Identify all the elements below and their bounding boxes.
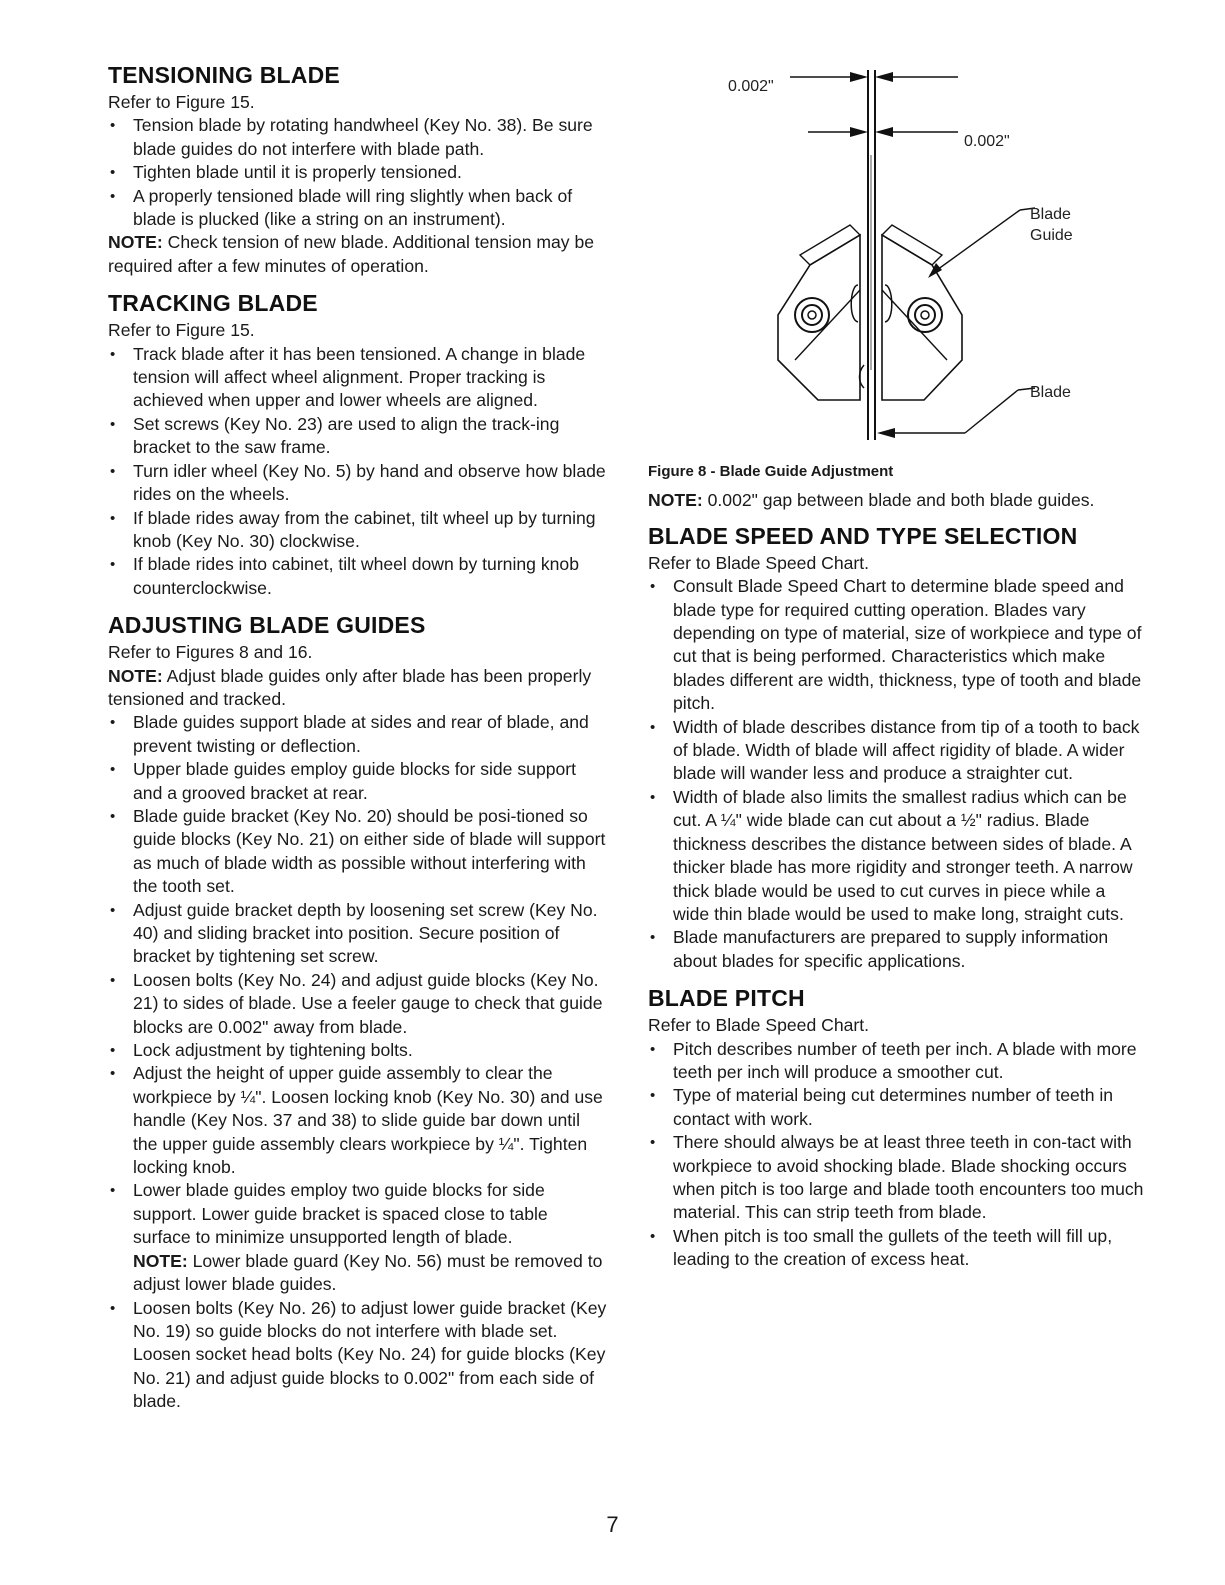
note-text: 0.002" gap between blade and both blade guides. (702, 490, 1095, 511)
section-heading: TRACKING BLADE (108, 290, 318, 317)
figure-reference: Refer to Figure 15. (108, 92, 255, 112)
gap-label-top: 0.002" (728, 78, 774, 95)
left-column (108, 62, 608, 1426)
figure-caption: Figure 8 - Blade Guide Adjustment (648, 463, 894, 480)
section-blade-speed-type (648, 523, 1146, 973)
chart-reference: Refer to Blade Speed Chart. (648, 552, 870, 573)
list-item-text: Lower blade guides employ two guide blocks for side support. Lower guide bracket is spaced close to table surface to minimize unsupported length of blade. (133, 1180, 548, 1248)
bullet-list (648, 1038, 1146, 1272)
list-item: • Type of material being cut determines number of teeth in contact with work. (648, 1084, 1146, 1131)
list-item: • When pitch is too small the gullets of the teeth will fill up, leading to the creation of excess heat. (648, 1225, 1146, 1272)
list-item: • If blade rides into cabinet, tilt wheel down by turning knob counterclockwise. (108, 553, 608, 600)
note-text: Adjust blade guides only after blade has been properly tensioned and tracked. (108, 665, 592, 709)
list-item: • Blade guide bracket (Key No. 20) should be posi-tioned so guide blocks (Key No. 21) on either side of blade will support as much of blade width as possible without interfering with the tooth set. (108, 805, 608, 899)
figure-reference: Refer to Figures 8 and 16. (108, 642, 313, 663)
bullet-list (108, 114, 608, 231)
figure-reference: Refer to Figure 15. (108, 320, 255, 341)
section-tracking-blade (108, 290, 608, 600)
section-heading: ADJUSTING BLADE GUIDES (108, 612, 426, 639)
blade-guide-label-line2: Guide (1030, 227, 1073, 244)
gap-label-right: 0.002" (964, 133, 1010, 150)
chart-reference: Refer to Blade Speed Chart. (648, 1015, 870, 1036)
note-label: NOTE: (648, 490, 703, 511)
list-item: • Tighten blade until it is properly tensioned. (108, 161, 608, 184)
note-label: NOTE: (133, 1250, 188, 1271)
section-heading: BLADE SPEED AND TYPE SELECTION (648, 522, 1078, 549)
list-item: • Loosen bolts (Key No. 24) and adjust guide blocks (Key No. 21) to sides of blade. Use a feeler gauge to check that guide blocks are 0.002" away from blade. (108, 969, 608, 1039)
list-item: • Pitch describes number of teeth per inch. A blade with more teeth per inch will produce a smoother cut. (648, 1038, 1146, 1085)
list-item: • Width of blade also limits the smallest radius which can be cut. A ¼" wide blade can cut about a ½" radius. Blade thickness describes the distance between sides of blade. A thicker blade has more rigidity and stronger teeth. A narrow thick blade would be used to cut curves in piece while a wide thin blade would be used to make long, straight cuts. (648, 786, 1146, 926)
list-item: • Blade guides support blade at sides and rear of blade, and prevent twisting or deflection. (108, 711, 608, 758)
list-item: • Tension blade by rotating handwheel (Key No. 38). Be sure blade guides do not interfere with blade path. (108, 114, 608, 161)
list-item: • Adjust the height of upper guide assembly to clear the workpiece by ¼". Loosen locking knob (Key No. 30) and use handle (Key Nos. 37 and 38) to slide guide bar down until the upper guide assembly clears workpiece by ¼". Tighten locking knob. (108, 1062, 608, 1179)
note (648, 489, 1146, 512)
bullet-list (108, 711, 608, 1413)
list-item: • Width of blade describes distance from tip of a tooth to back of blade. Width of blade will affect rigidity of blade. A wider blade will wander less and produce a straighter cut. (648, 716, 1146, 786)
list-item: • Blade manufacturers are prepared to supply information about blades for specific applications. (648, 926, 1146, 973)
note (108, 231, 608, 278)
list-item (108, 1179, 608, 1296)
section-heading: TENSIONING BLADE (108, 62, 340, 88)
blade-guide-diagram (700, 60, 1120, 455)
section-blade-pitch (648, 985, 1146, 1271)
page-number: 7 (606, 1512, 619, 1537)
list-item: • Consult Blade Speed Chart to determine blade speed and blade type for required cutting operation. Blades vary depending on type of material, size of workpiece and type of cut that is being performed. Characteristics which make blades different are width, thickness, type of tooth and blade pitch. (648, 575, 1146, 715)
list-item: • Loosen bolts (Key No. 26) to adjust lower guide bracket (Key No. 19) so guide blocks do not interfere with blade set. Loosen socket head bolts (Key No. 24) for guide blocks (Key No. 21) and adjust guide blocks to 0.002" from each side of blade. (108, 1297, 608, 1414)
list-item: • Lock adjustment by tightening bolts. (108, 1039, 608, 1062)
list-item: • There should always be at least three teeth in con-tact with workpiece to avoid shocking blade. Blade shocking occurs when pitch is too large and blade tooth encounters too much material. This can strip teeth from blade. (648, 1131, 1146, 1225)
bullet-list (648, 575, 1146, 973)
list-item: • Track blade after it has been tensioned. A change in blade tension will affect wheel alignment. Proper tracking is achieved when upper and lower wheels are aligned. (108, 343, 608, 413)
blade-guide-label-line1: Blade (1030, 206, 1071, 223)
section-heading: BLADE PITCH (648, 985, 805, 1012)
note (133, 1250, 608, 1297)
bullet-list (108, 343, 608, 600)
section-adjusting-blade-guides (108, 612, 608, 1413)
list-item: • Adjust guide bracket depth by loosening set screw (Key No. 40) and sliding bracket into position. Secure position of bracket by tightening set screw. (108, 899, 608, 969)
section-tensioning-blade (108, 62, 608, 278)
note-label: NOTE: (108, 232, 163, 253)
note-text: Check tension of new blade. Additional tension may be required after a few minutes of operation. (108, 232, 595, 276)
list-item: • If blade rides away from the cabinet, tilt wheel up by turning knob (Key No. 30) clockwise. (108, 507, 608, 554)
list-item: • A properly tensioned blade will ring slightly when back of blade is plucked (like a string on an instrument). (108, 185, 608, 232)
right-column (648, 460, 1146, 1284)
note-text: Lower blade guard (Key No. 56) must be removed to adjust lower blade guides. (133, 1250, 603, 1295)
list-item: • Upper blade guides employ guide blocks for side support and a grooved bracket at rear. (108, 758, 608, 805)
list-item: • Set screws (Key No. 23) are used to align the track-ing bracket to the saw frame. (108, 413, 608, 460)
list-item: • Turn idler wheel (Key No. 5) by hand and observe how blade rides on the wheels. (108, 460, 608, 507)
blade-label: Blade (1030, 384, 1071, 401)
note (108, 665, 608, 712)
note-label: NOTE: (108, 665, 163, 686)
